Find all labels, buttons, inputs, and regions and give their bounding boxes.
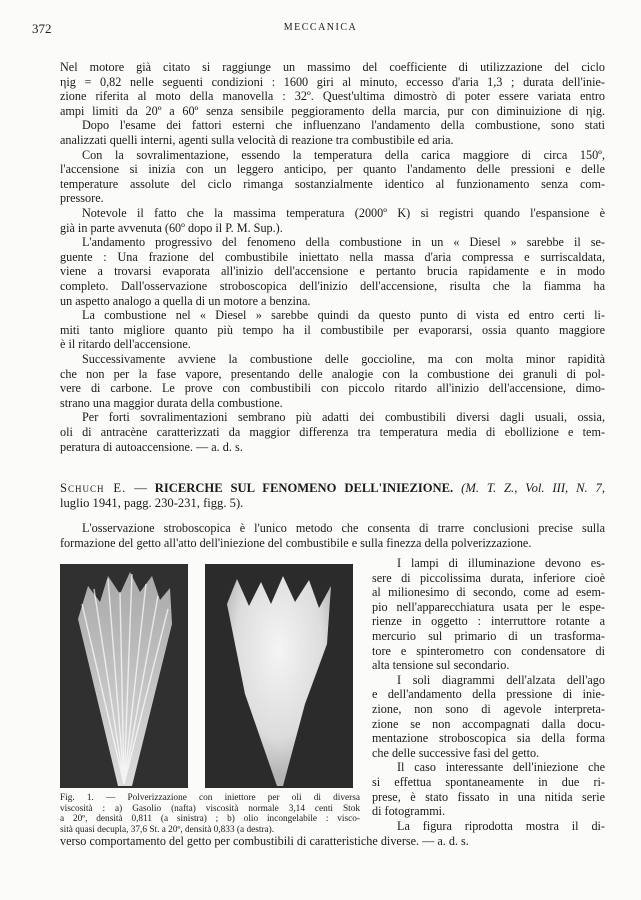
article1-line: è il ritardo dell'accensione. [60, 337, 191, 352]
side-column-line: di fotogrammi. [372, 804, 446, 819]
article1-line: Notevole il fatto che la massima temperatura (2000º K) si registri quando l'espansione è [82, 206, 605, 220]
article1-line: zione riferita al moto della manovella : 32º. Quest'ultima dimostrò di poter essere variata entro [60, 89, 605, 104]
figure-photo-b [205, 564, 353, 788]
side-column-line: I soli diagrammi dell'alzata dell'ago [397, 672, 605, 687]
article1-line: l'accensione si inizia con un leggero anticipo, per quanto l'andamento delle pressioni e delle [60, 162, 605, 177]
article1-line: Nel motore già citato si raggiunge un massimo del coefficiente di utilizzazione del ciclo [60, 60, 605, 74]
side-column-line: si effettua spontaneamente in due ri- [372, 775, 605, 789]
article2-heading [60, 481, 605, 496]
article1-line: vere di carbone. Le prove con combustibili con piccolo ritardo all'inizio dell'accensione, dimo- [60, 381, 605, 396]
side-column-line: Il caso interessante dell'iniezione che [397, 760, 605, 775]
side-column-line: tore e spinterometro con condensatore di [372, 643, 605, 658]
figure-photo-a [60, 564, 188, 788]
article1-line: guente : Una frazione del combustibile iniettato nella massa d'aria compressa e surriscaldata, [60, 249, 605, 264]
article2-intro-line: L'osservazione stroboscopica è l'unico metodo che consenta di trarre conclusioni precise sulla [82, 521, 605, 535]
article2-dash: — [134, 481, 147, 495]
figure-caption-line: viscosità : a) Gasolio (nafta) viscosità normale 3,14 centi Stok [60, 803, 360, 814]
figure-caption-line: sità quasi decupla, 37,6 St. a 20º, densità 0,833 (a destra). [60, 824, 275, 835]
article2-closing-line: verso comportamento del getto per combustibili di caratteristiche diverse. — a. d. s. [60, 834, 469, 848]
side-column-line: zione, non sono di agevole interpreta- [372, 702, 605, 716]
side-column-line: che delle successive fasi del getto. [372, 745, 540, 760]
side-column-line: mercurio sul primario di un trasforma- [372, 629, 605, 643]
side-column-line: I lampi di illuminazione devono es- [397, 556, 605, 570]
page-number: 372 [32, 21, 52, 36]
article1-line: L'andamento progressivo del fenomeno della combustione in un « Diesel » sarebbe il se- [82, 235, 605, 250]
figure-caption-line: a 20º, densità 0,811 (a sinistra) ; b) olio incongelabile : visco- [60, 814, 360, 825]
side-column-line: sere di piccolissima durata, inferiore cioè [372, 570, 605, 585]
article1-line: peratura di autoaccensione. — a. d. s. [60, 439, 243, 454]
article2-source-line2: luglio 1941, pagg. 230-231, figg. 5). [60, 496, 244, 510]
side-column-line: al milionesimo di secondo, come ad esem- [372, 585, 605, 600]
article1-line: Dopo l'esame dei fattori esterni che influenzano l'andamento della combustione, sono stati [82, 118, 605, 133]
article1-line: completo. Dall'osservazione stroboscopica dell'inizio dell'accensione, risulta che la fiamma ha [60, 279, 605, 293]
article1-line: pressore. [60, 191, 104, 206]
article1-line: Per forti sovralimentazioni sembrano più adatti dei combustibili diversi dagli usuali, ossia, [82, 410, 605, 425]
side-column-line: zione se non accompagnati dalla docu- [372, 716, 605, 731]
spray-b-graphic [205, 564, 353, 788]
side-column-line: e dell'andamento della pressione di inie- [372, 687, 605, 702]
spray-a-graphic [60, 564, 188, 788]
article1-line: ampi limiti da 20º a 60º senza sensibile peggioramento della marcia, pur con diminuizione di ηig. [60, 103, 605, 118]
article2-title: RICERCHE SUL FENOMENO DELL'INIEZIONE. [154, 481, 454, 495]
running-title: MECCANICA [283, 22, 358, 33]
article1-line: oli di antracène caratterizzati da maggior differenza tra temperatura media di ebollizione e tem- [60, 425, 605, 439]
article1-line: viene a trovarsi evaporata all'inizio dell'accensione e pertanto brucia rapidamente e in modo [60, 264, 605, 279]
article1-line: un aspetto analogo a quella di un motore a benzina. [60, 293, 311, 308]
article1-line: già in parte avvenuta (60º dopo il P. M. Sup.). [60, 220, 283, 235]
side-column-line: alta tensione sul secondario. [372, 658, 510, 673]
side-column-line: pio nell'apparecchiatura usata per le espe- [372, 599, 605, 614]
article1-line: strano una maggior durata della combustione. [60, 395, 283, 410]
side-column-line: rienze in oggetto : interruttore rotante a [372, 614, 605, 629]
article2-source: (M. T. Z., Vol. III, N. 7, [461, 481, 606, 495]
side-column-line: mentazione stroboscopica sia della forma [372, 731, 605, 746]
article2-intro-line: formazione del getto all'atto dell'iniezione del combustibile e sulla finezza della polverizzazione. [60, 535, 532, 550]
article2-author: Schuch E. [60, 481, 127, 495]
article1-line: che non per la fase vapore, presentando delle analogie con la combustione dei granuli di pol- [60, 366, 605, 381]
article1-line: Successivamente avviene la combustione delle goccioline, ma con molta minor rapidità [82, 352, 605, 366]
article1-line: La combustione nel « Diesel » sarebbe quindi da questo punto di vista ed entro certi li- [82, 308, 605, 323]
article1-line: temperature assolute del ciclo rimanga sostanzialmente identico al funzionamento senza com- [60, 176, 605, 191]
article1-line: ηig = 0,82 nelle seguenti condizioni : 1600 giri al minuto, eccesso d'aria 1,3 ; durata dell'inie- [60, 74, 605, 89]
article1-line: miti tanto migliore quanto più tempo ha il combustibile per evaporarsi, ossia quanto maggiore [60, 322, 605, 337]
side-column-line: La figura riprodotta mostra il di- [397, 818, 605, 833]
figure-caption-line: Fig. 1. — Polverizzazione con iniettore per oli di diversa [60, 793, 360, 803]
side-column-line: prese, è stato fissato in una nitida serie [372, 789, 605, 804]
article1-line: analizzati quelli interni, agenti sulla velocità di reazione tra combustibile ed aria. [60, 133, 454, 147]
article1-line: Con la sovralimentazione, essendo la temperatura della carica maggiore di circa 150º, [82, 147, 605, 162]
